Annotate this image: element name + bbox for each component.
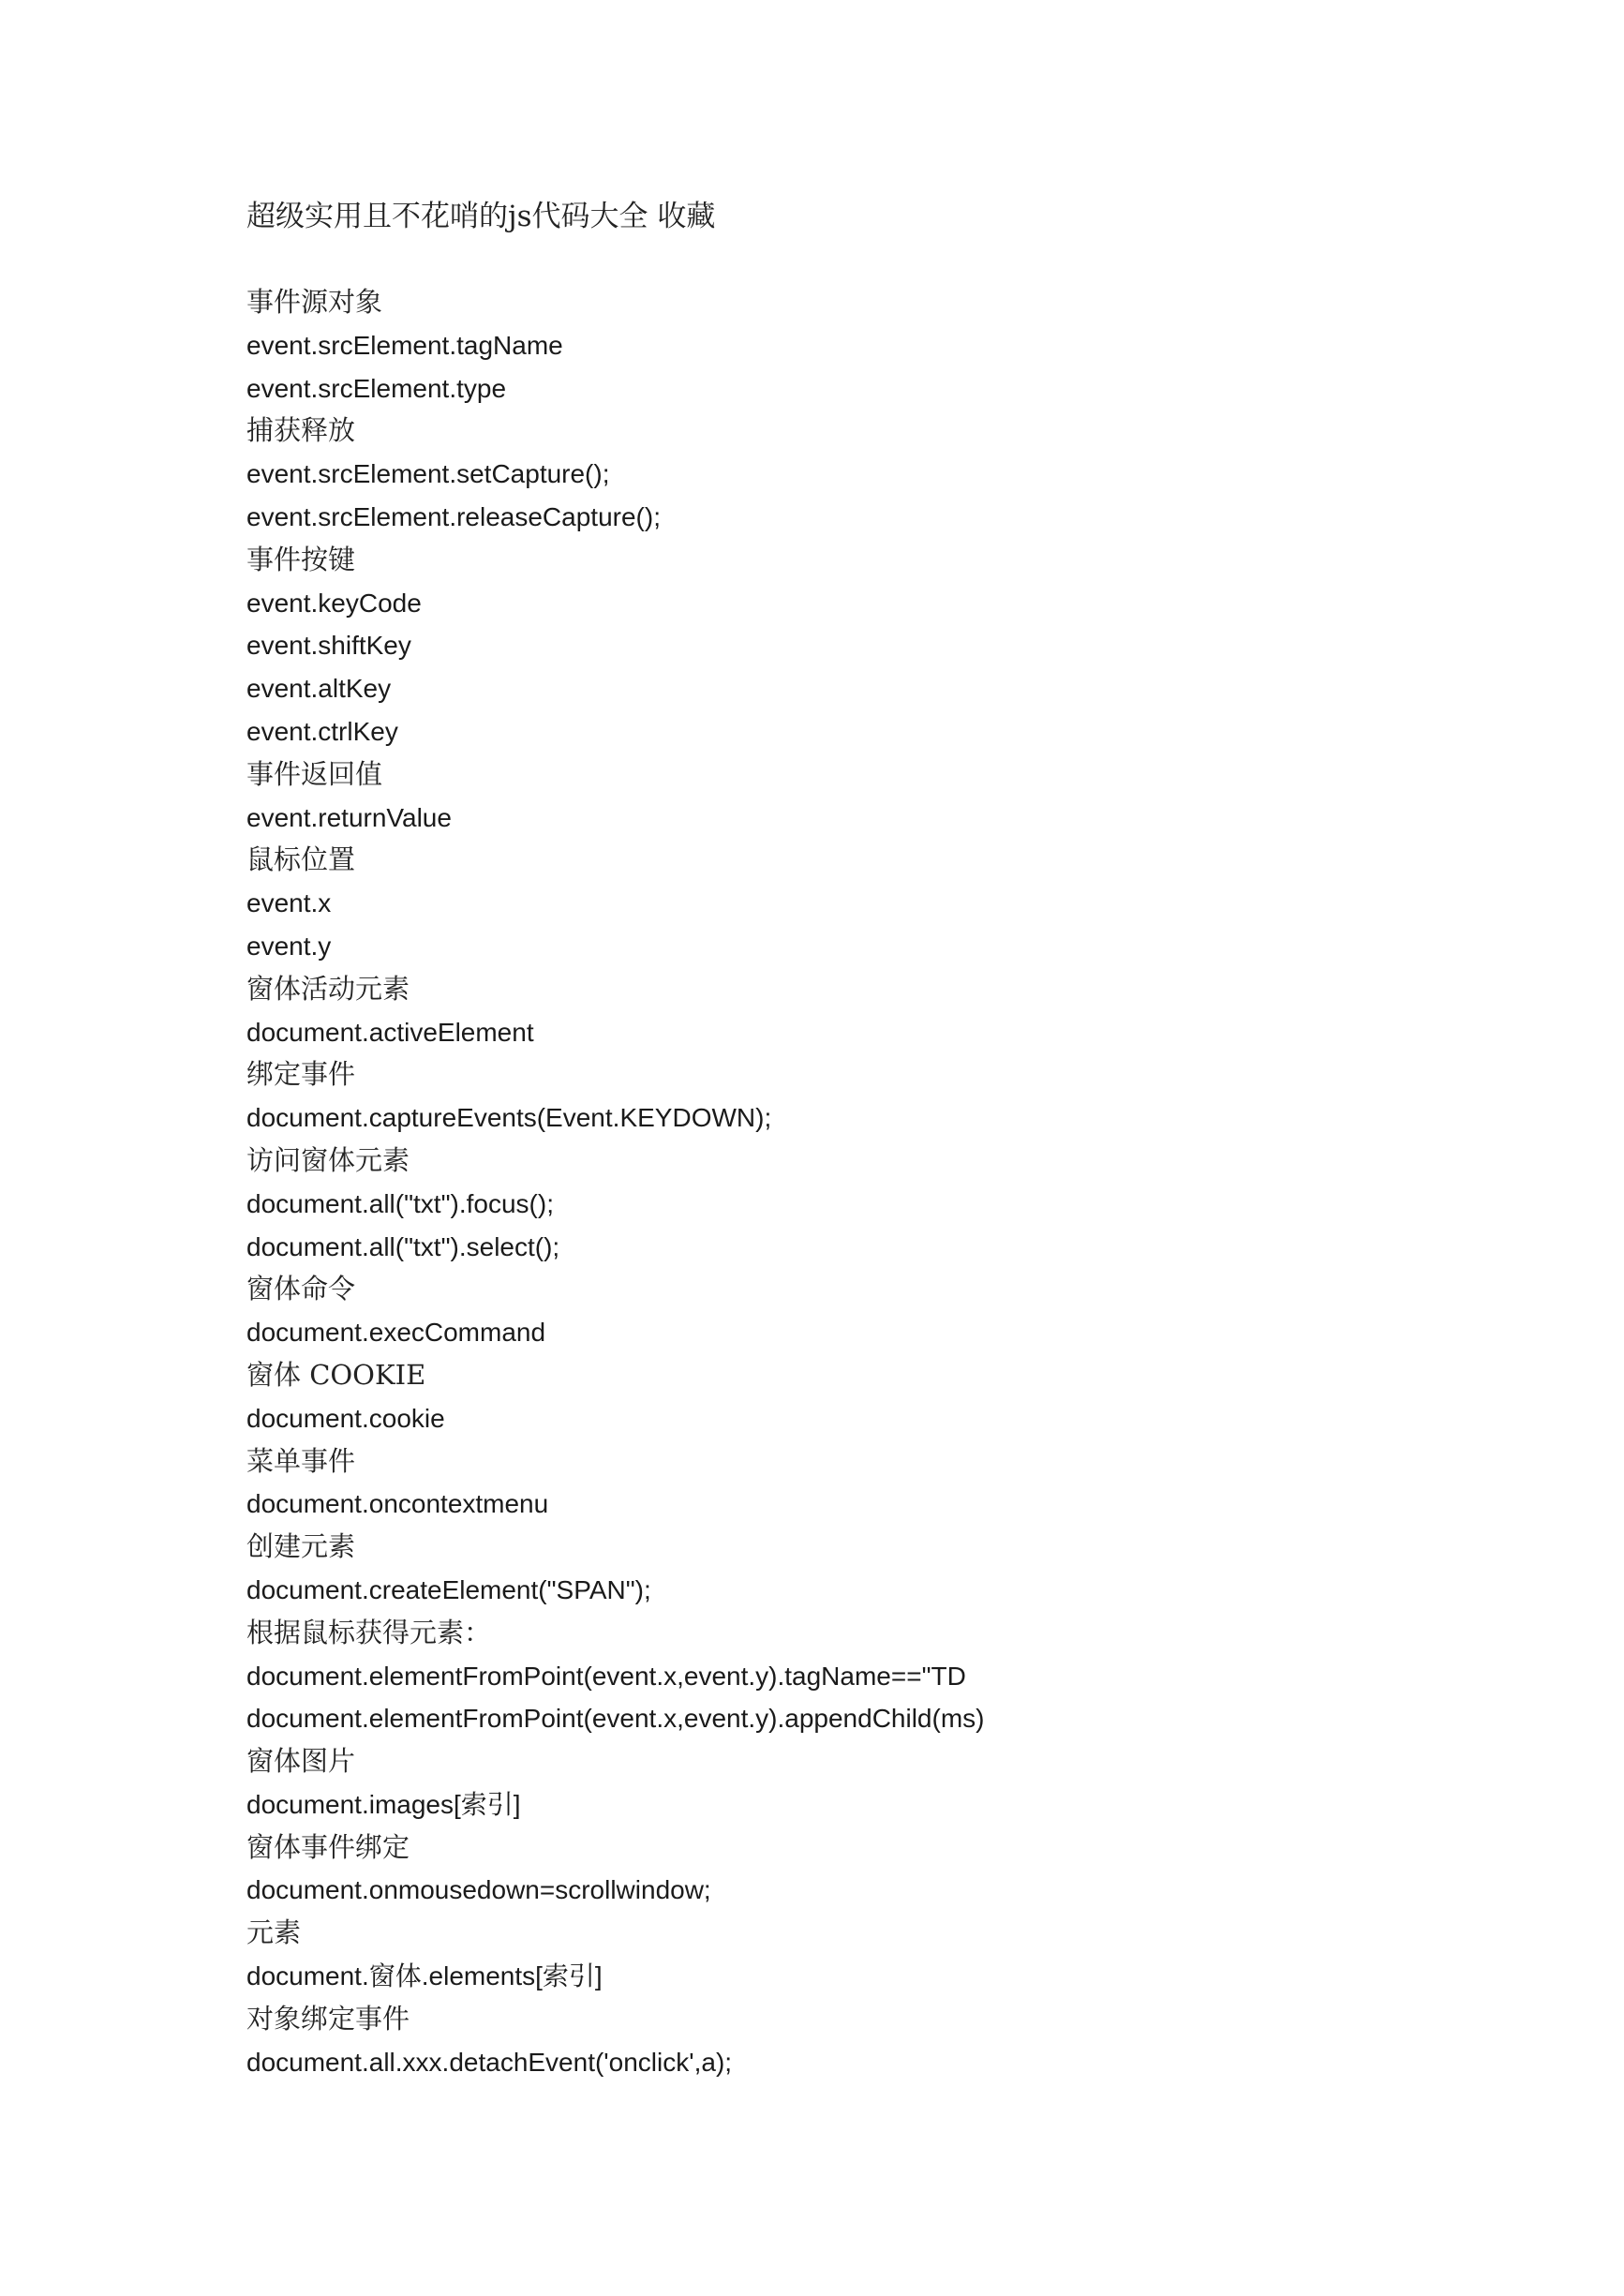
section-heading: 窗体图片 — [246, 1745, 356, 1778]
code-line: document.activeElement — [246, 1017, 534, 1047]
code-line: document.images[索引] — [246, 1789, 521, 1819]
code-line: event.y — [246, 931, 332, 961]
code-line: document.captureEvents(Event.KEYDOWN); — [246, 1103, 772, 1133]
document-body — [246, 281, 1465, 2083]
code-line: event.shiftKey — [246, 631, 411, 661]
section-heading: 事件按键 — [246, 543, 356, 575]
section-heading: 菜单事件 — [246, 1444, 356, 1477]
section-heading: 对象绑定事件 — [246, 2002, 410, 2035]
section-heading: 窗体事件绑定 — [246, 1830, 410, 1863]
code-line: document.onmousedown=scrollwindow; — [246, 1875, 711, 1905]
code-line: document.elementFromPoint(event.x,event.y).tagName=="TD — [246, 1661, 966, 1691]
code-line: document.createElement("SPAN"); — [246, 1574, 651, 1604]
section-heading: 捕获释放 — [246, 414, 356, 447]
code-line: event.srcElement.releaseCapture(); — [246, 501, 661, 531]
section-heading: 窗体 COOKIE — [246, 1358, 426, 1391]
section-heading: 创建元素 — [246, 1530, 356, 1563]
code-line: event.ctrlKey — [246, 716, 398, 746]
code-line: event.x — [246, 888, 332, 918]
code-line: document.all("txt").select(); — [246, 1231, 560, 1261]
section-heading: 鼠标位置 — [246, 843, 356, 876]
code-line: event.srcElement.type — [246, 373, 507, 403]
code-line: event.srcElement.tagName — [246, 330, 563, 360]
section-heading: 事件返回值 — [246, 757, 383, 790]
code-line: document.all("txt").focus(); — [246, 1188, 554, 1218]
section-heading: 绑定事件 — [246, 1058, 356, 1091]
code-line: document.execCommand — [246, 1318, 546, 1348]
section-heading: 访问窗体元素 — [246, 1143, 410, 1176]
section-heading: 窗体活动元素 — [246, 972, 410, 1005]
code-line: document.窗体.elements[索引] — [246, 1961, 603, 1991]
code-line: document.elementFromPoint(event.x,event.y).appendChild(ms) — [246, 1704, 985, 1734]
code-line: event.keyCode — [246, 588, 422, 618]
code-line: event.returnValue — [246, 802, 452, 832]
section-heading: 根据鼠标获得元素： — [246, 1616, 492, 1648]
section-heading: 事件源对象 — [246, 286, 383, 318]
code-line: document.cookie — [246, 1403, 445, 1433]
section-heading: 元素 — [246, 1916, 302, 1949]
code-line: document.all.xxx.detachEvent('onclick',a); — [246, 2047, 733, 2077]
section-heading: 窗体命令 — [246, 1273, 356, 1305]
code-line: event.altKey — [246, 674, 392, 704]
code-line: document.oncontextmenu — [246, 1489, 549, 1519]
code-line: event.srcElement.setCapture(); — [246, 459, 610, 489]
document-title: 超级实用且不花哨的js代码大全 收藏 — [246, 200, 716, 233]
